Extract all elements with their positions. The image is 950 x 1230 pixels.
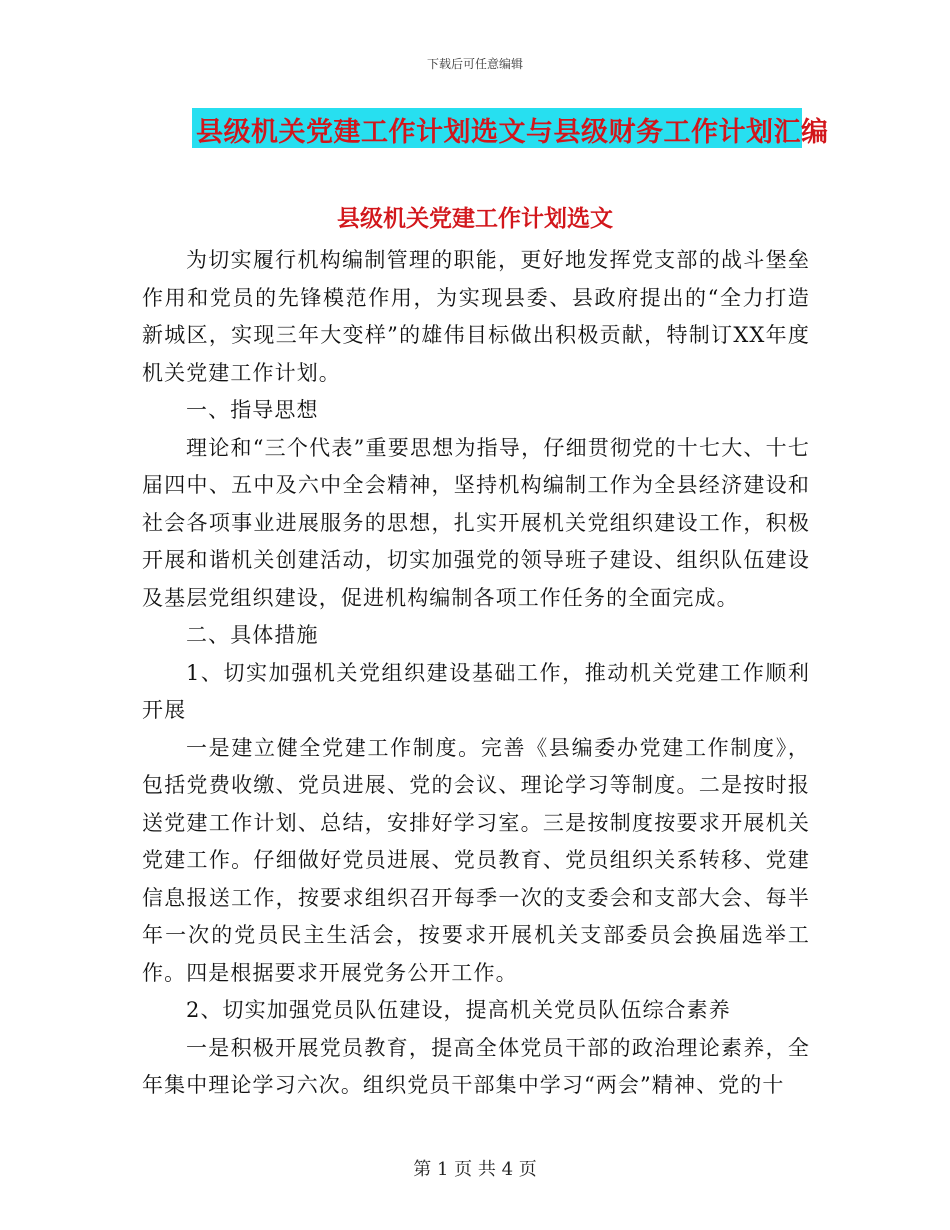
section-title: 县级机关党建工作计划选文	[337, 206, 613, 232]
subheading-measure-2: 2、切实加强党员队伍建设，提高机关党员队伍综合素养	[186, 998, 731, 1022]
document-title-highlight	[192, 108, 829, 148]
paragraph-measure-1: 一是建立健全党建工作制度。完善《县编委办党建工作制度》，包括党费收缴、党员进展、党的会议、理论学习等制度。二是按时报送党建工作计划、总结，安排好学习室。三是按制度按要求开展机关党建工作。仔细做好党员进展、党员教育、党员组织关系转移、党建信息报送工作，按要求组织召开每季一次的支委会和支部大会、每半年一次的党员民主生活会，按要求开展机关支部委员会换届选举工作。四是根据要求开展党务公开工作。	[142, 735, 810, 985]
header-note: 下载后可任意编辑	[426, 57, 523, 71]
body-text	[142, 242, 810, 1105]
page-footer: 第 1 页 共 4 页	[413, 1159, 537, 1180]
heading-guiding-ideology: 一、指导思想	[186, 398, 319, 422]
heading-specific-measures: 二、具体措施	[186, 623, 319, 647]
paragraph-intro: 为切实履行机构编制管理的职能，更好地发挥党支部的战斗堡垒作用和党员的先锋模范作用，为实现县委、县政府提出的“全力打造新城区，实现三年大变样”的雄伟目标做出积极贡献，特制订XX年度机关党建工作计划。	[142, 248, 810, 385]
paragraph-guiding-ideology: 理论和“三个代表”重要思想为指导，仔细贯彻党的十七大、十七届四中、五中及六中全会精神，坚持机构编制工作为全县经济建设和社会各项事业进展服务的思想，扎实开展机关党组织建设工作，积极开展和谐机关创建活动，切实加强党的领导班子建设、组织队伍建设及基层党组织建设，促进机构编制各项工作任务的全面完成。	[142, 435, 810, 610]
document-title: 县级机关党建工作计划选文与县级财务工作计划汇编	[196, 117, 829, 148]
paragraph-measure-2: 一是积极开展党员教育，提高全体党员干部的政治理论素养，全年集中理论学习六次。组织党员干部集中学习“两会”精神、党的十	[142, 1035, 810, 1097]
subheading-measure-1: 1、切实加强机关党组织建设基础工作，推动机关党建工作顺利开展	[142, 660, 810, 722]
